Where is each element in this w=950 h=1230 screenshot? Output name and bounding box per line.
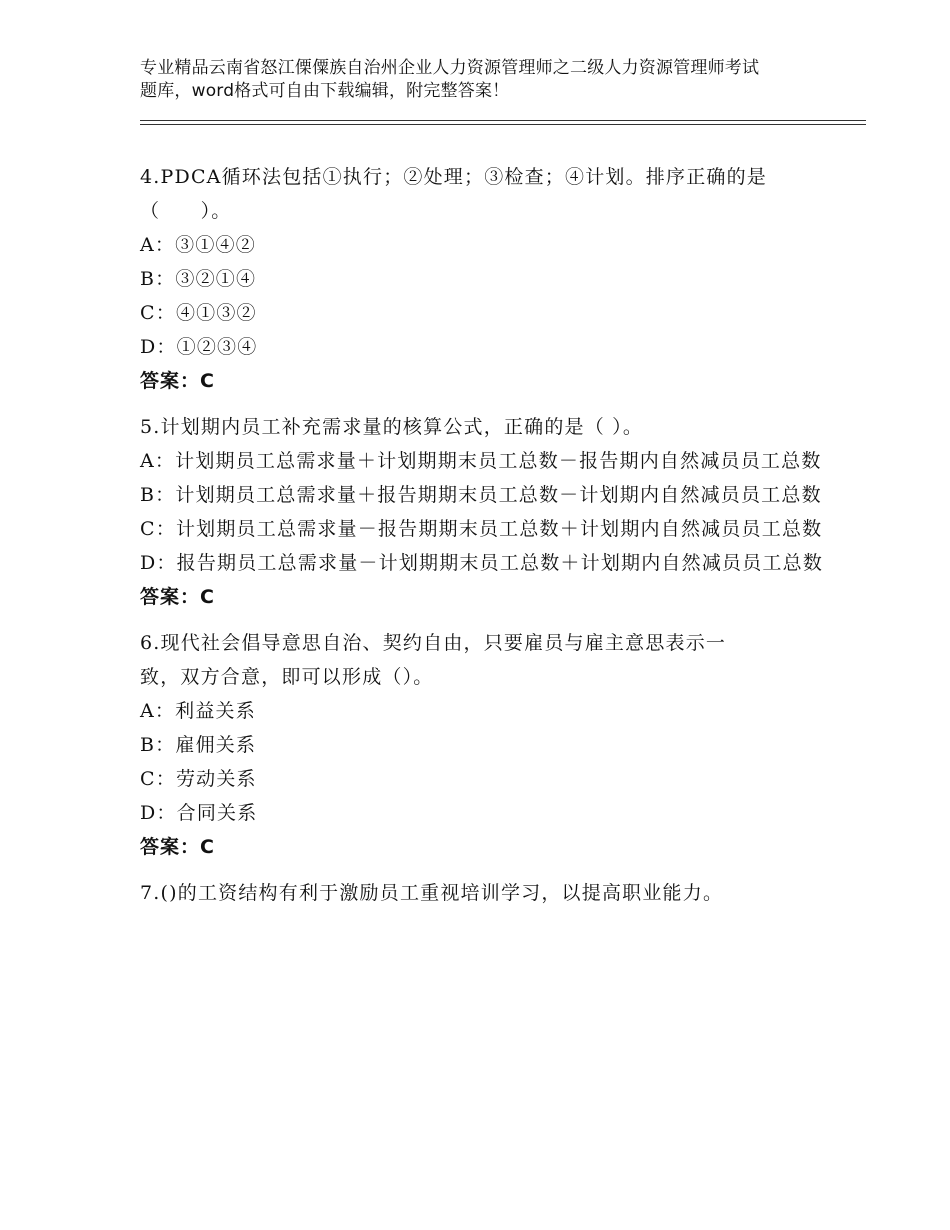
answer: 答案：C bbox=[140, 370, 215, 392]
document-header bbox=[140, 57, 830, 103]
answer: 答案：C bbox=[140, 586, 215, 608]
question-text: 5.计划期内员工补充需求量的核算公式，正确的是（ ）。 bbox=[140, 416, 644, 438]
question-5 bbox=[140, 410, 840, 614]
option-c: C：计划期员工总需求量－报告期期末员工总数＋计划期内自然减员员工总数 bbox=[140, 518, 823, 540]
answer: 答案：C bbox=[140, 836, 215, 858]
question-text-continued: 致，双方合意，即可以形成（）。 bbox=[140, 666, 434, 688]
question-text-continued: （ ）。 bbox=[140, 200, 232, 222]
header-line-1: 专业精品云南省怒江傈僳族自治州企业人力资源管理师之二级人力资源管理师考试 bbox=[140, 58, 760, 78]
option-b: B：③②①④ bbox=[140, 268, 257, 290]
option-b: B：计划期员工总需求量＋报告期期末员工总数－计划期内自然减员员工总数 bbox=[140, 484, 822, 506]
option-c: C：④①③② bbox=[140, 302, 257, 324]
question-text: 7.()的工资结构有利于激励员工重视培训学习，以提高职业能力。 bbox=[140, 882, 724, 904]
question-text: 6.现代社会倡导意思自治、契约自由，只要雇员与雇主意思表示一 bbox=[140, 632, 727, 654]
question-list bbox=[140, 160, 840, 922]
question-6 bbox=[140, 626, 840, 864]
option-a: A：③①④② bbox=[140, 234, 256, 256]
header-line-2: 题库，word格式可自由下载编辑，附完整答案！ bbox=[140, 81, 510, 101]
question-4 bbox=[140, 160, 840, 398]
option-a: A：计划期员工总需求量＋计划期期末员工总数－报告期内自然减员员工总数 bbox=[140, 450, 822, 472]
option-d: D：报告期员工总需求量－计划期期末员工总数＋计划期内自然减员员工总数 bbox=[140, 552, 824, 574]
question-7 bbox=[140, 876, 840, 910]
option-d: D：合同关系 bbox=[140, 802, 258, 824]
option-b: B：雇佣关系 bbox=[140, 734, 257, 756]
question-text: 4.PDCA循环法包括①执行；②处理；③检查；④计划。排序正确的是 bbox=[140, 166, 768, 188]
option-c: C：劳动关系 bbox=[140, 768, 257, 790]
header-divider-bottom bbox=[140, 124, 866, 125]
header-divider-top bbox=[140, 120, 866, 121]
option-d: D：①②③④ bbox=[140, 336, 258, 358]
option-a: A：利益关系 bbox=[140, 700, 256, 722]
